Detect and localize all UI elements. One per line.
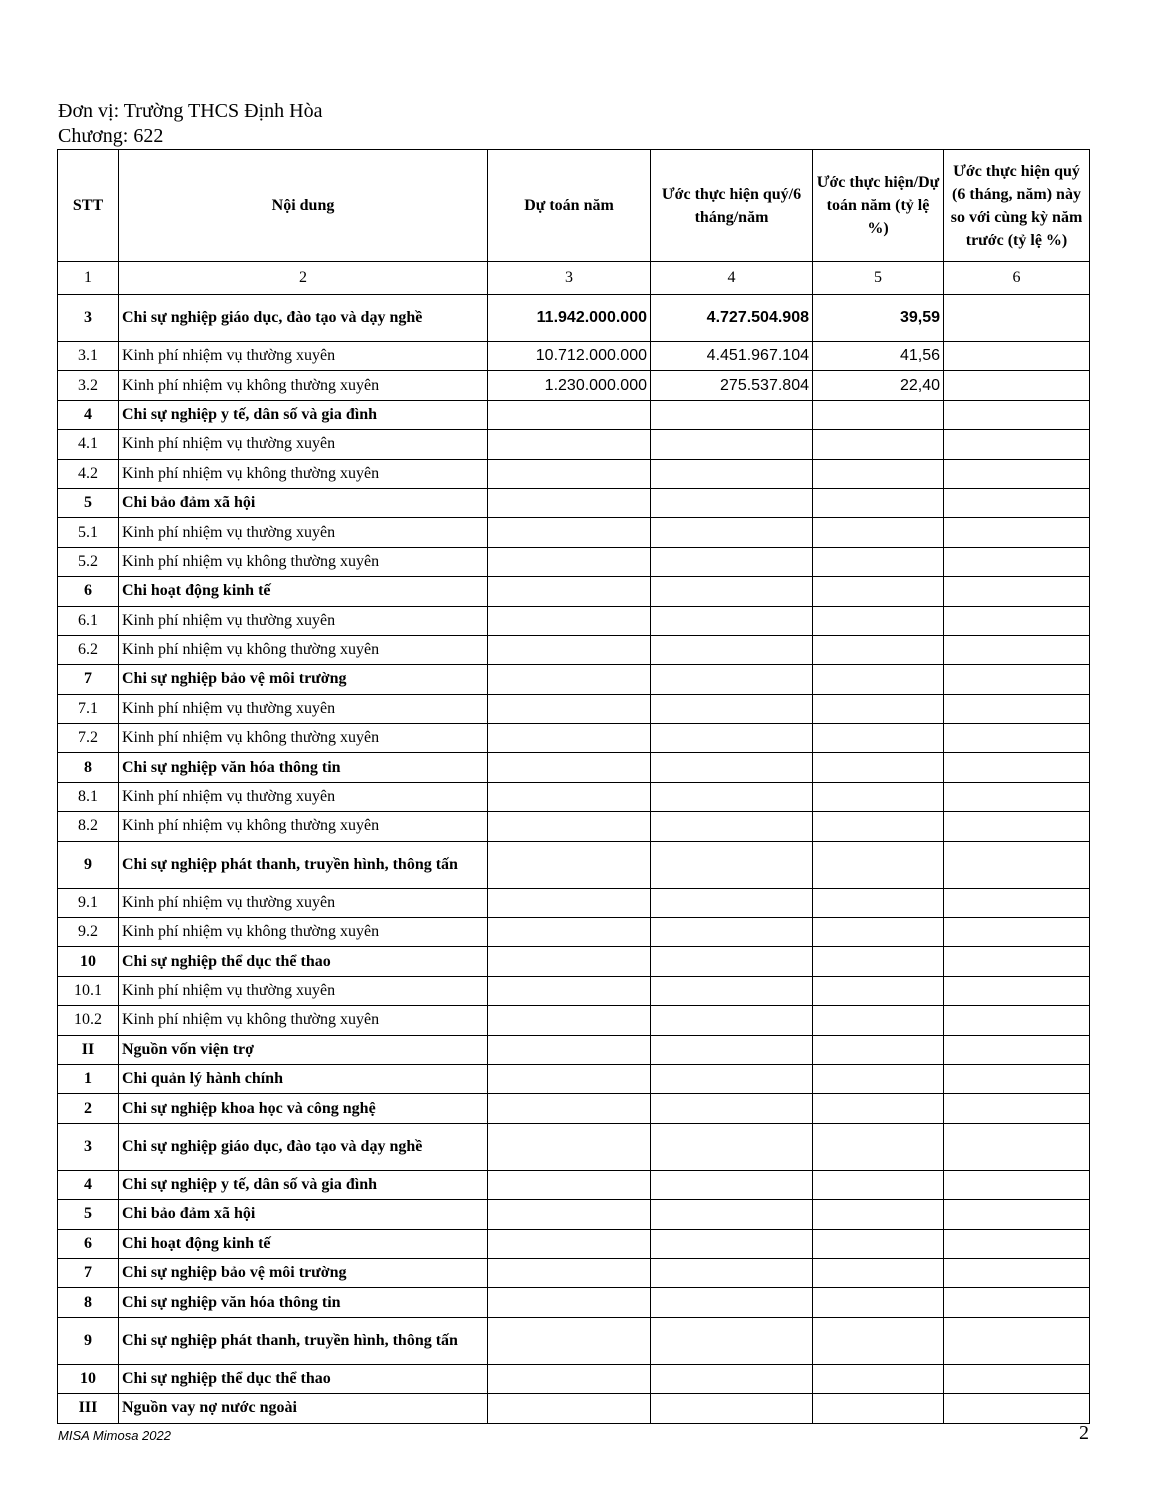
row-annual-estimate xyxy=(488,635,651,664)
row-execution-ratio xyxy=(813,841,944,888)
row-estimated-execution xyxy=(651,1317,813,1364)
row-yoy-ratio xyxy=(944,1170,1090,1199)
row-content: Chi sự nghiệp văn hóa thông tin xyxy=(119,1288,488,1317)
row-execution-ratio xyxy=(813,1364,944,1393)
row-content: Kinh phí nhiệm vụ không thường xuyên xyxy=(119,918,488,947)
row-execution-ratio xyxy=(813,577,944,606)
table-row xyxy=(58,1229,1090,1258)
row-yoy-ratio xyxy=(944,1317,1090,1364)
table-row xyxy=(58,1064,1090,1093)
row-yoy-ratio xyxy=(944,753,1090,782)
row-stt: 9.1 xyxy=(58,888,119,917)
row-annual-estimate xyxy=(488,1123,651,1170)
row-execution-ratio xyxy=(813,606,944,635)
row-stt: 5.2 xyxy=(58,547,119,576)
row-stt: 4.1 xyxy=(58,430,119,459)
table-row xyxy=(58,841,1090,888)
row-stt: 7 xyxy=(58,665,119,694)
table-row xyxy=(58,342,1090,371)
row-execution-ratio xyxy=(813,665,944,694)
table-row xyxy=(58,1094,1090,1123)
row-estimated-execution: 4.727.504.908 xyxy=(651,295,813,342)
row-yoy-ratio xyxy=(944,547,1090,576)
row-stt: 9 xyxy=(58,841,119,888)
row-execution-ratio xyxy=(813,1064,944,1093)
row-estimated-execution xyxy=(651,1229,813,1258)
row-annual-estimate xyxy=(488,1035,651,1064)
row-stt: 4 xyxy=(58,400,119,429)
row-content: Kinh phí nhiệm vụ thường xuyên xyxy=(119,782,488,811)
table-header-row xyxy=(58,150,1090,262)
row-stt: 4.2 xyxy=(58,459,119,488)
row-yoy-ratio xyxy=(944,1394,1090,1423)
row-execution-ratio xyxy=(813,782,944,811)
row-content: Chi sự nghiệp y tế, dân số và gia đình xyxy=(119,1170,488,1199)
row-content: Chi bảo đảm xã hội xyxy=(119,488,488,517)
row-yoy-ratio xyxy=(944,694,1090,723)
row-stt: 5.1 xyxy=(58,518,119,547)
row-annual-estimate xyxy=(488,782,651,811)
column-header-year-over-year-ratio: Ước thực hiện quý (6 tháng, năm) này so với cùng kỳ năm trước (tỷ lệ %) xyxy=(944,150,1090,262)
row-annual-estimate xyxy=(488,888,651,917)
row-execution-ratio xyxy=(813,724,944,753)
row-stt: 1 xyxy=(58,1064,119,1093)
table-row xyxy=(58,295,1090,342)
table-row xyxy=(58,918,1090,947)
column-number: 5 xyxy=(813,262,944,295)
row-yoy-ratio xyxy=(944,518,1090,547)
column-number: 4 xyxy=(651,262,813,295)
column-header-execution-ratio: Ước thực hiện/Dự toán năm (tỷ lệ %) xyxy=(813,150,944,262)
row-annual-estimate xyxy=(488,841,651,888)
table-row xyxy=(58,1364,1090,1393)
row-estimated-execution: 275.537.804 xyxy=(651,371,813,400)
table-row xyxy=(58,518,1090,547)
column-number: 2 xyxy=(119,262,488,295)
row-yoy-ratio xyxy=(944,1123,1090,1170)
row-yoy-ratio xyxy=(944,812,1090,841)
table-row xyxy=(58,753,1090,782)
row-estimated-execution xyxy=(651,888,813,917)
row-annual-estimate xyxy=(488,976,651,1005)
row-content: Chi sự nghiệp phát thanh, truyền hình, thông tấn xyxy=(119,841,488,888)
row-stt: 6.2 xyxy=(58,635,119,664)
row-content: Chi sự nghiệp thể dục thể thao xyxy=(119,947,488,976)
row-stt: 2 xyxy=(58,1094,119,1123)
row-stt: 6 xyxy=(58,1229,119,1258)
row-yoy-ratio xyxy=(944,782,1090,811)
row-execution-ratio xyxy=(813,947,944,976)
row-annual-estimate: 10.712.000.000 xyxy=(488,342,651,371)
row-yoy-ratio xyxy=(944,1229,1090,1258)
row-estimated-execution xyxy=(651,841,813,888)
row-stt: 8 xyxy=(58,1288,119,1317)
row-annual-estimate xyxy=(488,812,651,841)
row-execution-ratio: 39,59 xyxy=(813,295,944,342)
row-annual-estimate xyxy=(488,1200,651,1229)
table-row xyxy=(58,1317,1090,1364)
page-number: 2 xyxy=(1079,1422,1089,1444)
row-annual-estimate: 11.942.000.000 xyxy=(488,295,651,342)
row-estimated-execution xyxy=(651,1006,813,1035)
row-content: Kinh phí nhiệm vụ thường xuyên xyxy=(119,342,488,371)
row-estimated-execution xyxy=(651,782,813,811)
row-execution-ratio xyxy=(813,459,944,488)
row-estimated-execution xyxy=(651,459,813,488)
row-estimated-execution xyxy=(651,1364,813,1393)
row-yoy-ratio xyxy=(944,1006,1090,1035)
table-row xyxy=(58,1006,1090,1035)
row-annual-estimate xyxy=(488,1006,651,1035)
row-yoy-ratio xyxy=(944,342,1090,371)
row-execution-ratio xyxy=(813,1035,944,1064)
row-yoy-ratio xyxy=(944,1364,1090,1393)
row-stt: 10 xyxy=(58,947,119,976)
row-stt: 3 xyxy=(58,1123,119,1170)
row-content: Kinh phí nhiệm vụ thường xuyên xyxy=(119,430,488,459)
row-yoy-ratio xyxy=(944,841,1090,888)
table-row xyxy=(58,430,1090,459)
row-stt: 7 xyxy=(58,1258,119,1287)
table-row xyxy=(58,1123,1090,1170)
row-yoy-ratio xyxy=(944,888,1090,917)
row-stt: 5 xyxy=(58,1200,119,1229)
row-yoy-ratio xyxy=(944,918,1090,947)
row-execution-ratio xyxy=(813,1229,944,1258)
row-estimated-execution xyxy=(651,1094,813,1123)
row-annual-estimate xyxy=(488,694,651,723)
table-row xyxy=(58,547,1090,576)
row-execution-ratio xyxy=(813,1258,944,1287)
row-execution-ratio: 41,56 xyxy=(813,342,944,371)
table-row xyxy=(58,1170,1090,1199)
row-stt: 3.2 xyxy=(58,371,119,400)
row-execution-ratio: 22,40 xyxy=(813,371,944,400)
row-content: Chi hoạt động kinh tế xyxy=(119,1229,488,1258)
row-execution-ratio xyxy=(813,1288,944,1317)
row-yoy-ratio xyxy=(944,430,1090,459)
row-estimated-execution xyxy=(651,547,813,576)
row-estimated-execution xyxy=(651,724,813,753)
row-content: Chi sự nghiệp bảo vệ môi trường xyxy=(119,1258,488,1287)
row-yoy-ratio xyxy=(944,1200,1090,1229)
row-execution-ratio xyxy=(813,918,944,947)
row-content: Chi sự nghiệp thể dục thể thao xyxy=(119,1364,488,1393)
row-yoy-ratio xyxy=(944,577,1090,606)
row-stt: 10 xyxy=(58,1364,119,1393)
row-content: Kinh phí nhiệm vụ thường xuyên xyxy=(119,976,488,1005)
row-estimated-execution xyxy=(651,430,813,459)
row-content: Chi quản lý hành chính xyxy=(119,1064,488,1093)
column-number: 1 xyxy=(58,262,119,295)
row-estimated-execution xyxy=(651,918,813,947)
row-execution-ratio xyxy=(813,888,944,917)
table-row xyxy=(58,1035,1090,1064)
row-estimated-execution: 4.451.967.104 xyxy=(651,342,813,371)
row-yoy-ratio xyxy=(944,295,1090,342)
row-yoy-ratio xyxy=(944,1094,1090,1123)
row-execution-ratio xyxy=(813,518,944,547)
row-yoy-ratio xyxy=(944,459,1090,488)
row-stt: 8.2 xyxy=(58,812,119,841)
row-yoy-ratio xyxy=(944,488,1090,517)
row-annual-estimate xyxy=(488,400,651,429)
row-estimated-execution xyxy=(651,1394,813,1423)
row-content: Chi sự nghiệp phát thanh, truyền hình, thông tấn xyxy=(119,1317,488,1364)
row-execution-ratio xyxy=(813,1170,944,1199)
row-execution-ratio xyxy=(813,1006,944,1035)
table-row xyxy=(58,459,1090,488)
row-annual-estimate xyxy=(488,947,651,976)
column-header-estimated-execution: Ước thực hiện quý/6 tháng/năm xyxy=(651,150,813,262)
row-annual-estimate xyxy=(488,577,651,606)
row-execution-ratio xyxy=(813,1317,944,1364)
row-estimated-execution xyxy=(651,518,813,547)
row-content: Kinh phí nhiệm vụ thường xuyên xyxy=(119,518,488,547)
row-content: Nguồn vốn viện trợ xyxy=(119,1035,488,1064)
row-stt: 5 xyxy=(58,488,119,517)
row-content: Chi hoạt động kinh tế xyxy=(119,577,488,606)
row-content: Kinh phí nhiệm vụ thường xuyên xyxy=(119,888,488,917)
row-execution-ratio xyxy=(813,488,944,517)
table-row xyxy=(58,724,1090,753)
row-estimated-execution xyxy=(651,1288,813,1317)
row-estimated-execution xyxy=(651,1170,813,1199)
row-yoy-ratio xyxy=(944,976,1090,1005)
row-stt: 9 xyxy=(58,1317,119,1364)
row-yoy-ratio xyxy=(944,635,1090,664)
row-estimated-execution xyxy=(651,488,813,517)
table-row xyxy=(58,947,1090,976)
row-yoy-ratio xyxy=(944,724,1090,753)
row-yoy-ratio xyxy=(944,1035,1090,1064)
row-execution-ratio xyxy=(813,812,944,841)
column-header-content: Nội dung xyxy=(119,150,488,262)
row-stt: III xyxy=(58,1394,119,1423)
row-annual-estimate xyxy=(488,918,651,947)
row-execution-ratio xyxy=(813,694,944,723)
software-name: MISA Mimosa 2022 xyxy=(58,1428,171,1443)
row-estimated-execution xyxy=(651,976,813,1005)
row-execution-ratio xyxy=(813,430,944,459)
table-row xyxy=(58,488,1090,517)
row-content: Kinh phí nhiệm vụ không thường xuyên xyxy=(119,371,488,400)
row-annual-estimate xyxy=(488,1317,651,1364)
row-annual-estimate xyxy=(488,1288,651,1317)
row-estimated-execution xyxy=(651,753,813,782)
row-execution-ratio xyxy=(813,400,944,429)
row-annual-estimate xyxy=(488,724,651,753)
row-stt: 3.1 xyxy=(58,342,119,371)
row-content: Kinh phí nhiệm vụ không thường xuyên xyxy=(119,812,488,841)
row-execution-ratio xyxy=(813,1094,944,1123)
row-annual-estimate xyxy=(488,1229,651,1258)
row-content: Chi sự nghiệp y tế, dân số và gia đình xyxy=(119,400,488,429)
row-content: Kinh phí nhiệm vụ thường xuyên xyxy=(119,606,488,635)
row-estimated-execution xyxy=(651,665,813,694)
row-execution-ratio xyxy=(813,1200,944,1229)
row-estimated-execution xyxy=(651,1200,813,1229)
row-content: Nguồn vay nợ nước ngoài xyxy=(119,1394,488,1423)
table-row xyxy=(58,888,1090,917)
row-annual-estimate xyxy=(488,547,651,576)
row-yoy-ratio xyxy=(944,947,1090,976)
row-stt: 7.2 xyxy=(58,724,119,753)
table-row xyxy=(58,694,1090,723)
row-yoy-ratio xyxy=(944,1288,1090,1317)
row-execution-ratio xyxy=(813,635,944,664)
row-stt: II xyxy=(58,1035,119,1064)
row-estimated-execution xyxy=(651,400,813,429)
row-content: Kinh phí nhiệm vụ không thường xuyên xyxy=(119,547,488,576)
row-yoy-ratio xyxy=(944,371,1090,400)
row-estimated-execution xyxy=(651,1258,813,1287)
row-execution-ratio xyxy=(813,1123,944,1170)
row-content: Chi bảo đảm xã hội xyxy=(119,1200,488,1229)
row-execution-ratio xyxy=(813,547,944,576)
table-row xyxy=(58,400,1090,429)
chapter-code: Chương: 622 xyxy=(58,125,164,147)
row-execution-ratio xyxy=(813,753,944,782)
table-row xyxy=(58,665,1090,694)
row-yoy-ratio xyxy=(944,1258,1090,1287)
row-estimated-execution xyxy=(651,812,813,841)
row-annual-estimate xyxy=(488,459,651,488)
budget-report-table xyxy=(57,149,1090,1424)
row-annual-estimate xyxy=(488,1064,651,1093)
table-row xyxy=(58,1258,1090,1287)
row-estimated-execution xyxy=(651,635,813,664)
table-row xyxy=(58,635,1090,664)
row-stt: 8 xyxy=(58,753,119,782)
row-annual-estimate xyxy=(488,1394,651,1423)
row-content: Kinh phí nhiệm vụ không thường xuyên xyxy=(119,1006,488,1035)
row-stt: 4 xyxy=(58,1170,119,1199)
row-estimated-execution xyxy=(651,1064,813,1093)
table-row xyxy=(58,1288,1090,1317)
row-stt: 6.1 xyxy=(58,606,119,635)
row-content: Kinh phí nhiệm vụ không thường xuyên xyxy=(119,724,488,753)
row-annual-estimate xyxy=(488,1364,651,1393)
table-row xyxy=(58,1200,1090,1229)
table-row xyxy=(58,371,1090,400)
row-stt: 3 xyxy=(58,295,119,342)
table-body xyxy=(58,295,1090,1424)
row-execution-ratio xyxy=(813,1394,944,1423)
row-annual-estimate xyxy=(488,1258,651,1287)
table-row xyxy=(58,606,1090,635)
row-content: Chi sự nghiệp bảo vệ môi trường xyxy=(119,665,488,694)
row-annual-estimate xyxy=(488,606,651,635)
table-row xyxy=(58,976,1090,1005)
table-row xyxy=(58,782,1090,811)
row-estimated-execution xyxy=(651,606,813,635)
row-content: Kinh phí nhiệm vụ không thường xuyên xyxy=(119,635,488,664)
row-stt: 9.2 xyxy=(58,918,119,947)
table-row xyxy=(58,577,1090,606)
row-yoy-ratio xyxy=(944,606,1090,635)
column-header-annual-estimate: Dự toán năm xyxy=(488,150,651,262)
row-annual-estimate xyxy=(488,753,651,782)
row-estimated-execution xyxy=(651,694,813,723)
row-annual-estimate xyxy=(488,1170,651,1199)
row-annual-estimate xyxy=(488,665,651,694)
row-yoy-ratio xyxy=(944,1064,1090,1093)
column-header-stt: STT xyxy=(58,150,119,262)
row-estimated-execution xyxy=(651,1123,813,1170)
column-number: 6 xyxy=(944,262,1090,295)
row-stt: 6 xyxy=(58,577,119,606)
row-estimated-execution xyxy=(651,577,813,606)
row-stt: 10.1 xyxy=(58,976,119,1005)
row-annual-estimate: 1.230.000.000 xyxy=(488,371,651,400)
column-number: 3 xyxy=(488,262,651,295)
row-estimated-execution xyxy=(651,947,813,976)
row-content: Chi sự nghiệp khoa học và công nghệ xyxy=(119,1094,488,1123)
row-yoy-ratio xyxy=(944,665,1090,694)
row-annual-estimate xyxy=(488,1094,651,1123)
row-annual-estimate xyxy=(488,430,651,459)
row-content: Chi sự nghiệp văn hóa thông tin xyxy=(119,753,488,782)
row-estimated-execution xyxy=(651,1035,813,1064)
table-row xyxy=(58,1394,1090,1423)
row-execution-ratio xyxy=(813,976,944,1005)
row-annual-estimate xyxy=(488,518,651,547)
row-yoy-ratio xyxy=(944,400,1090,429)
row-content: Kinh phí nhiệm vụ thường xuyên xyxy=(119,694,488,723)
table-row xyxy=(58,812,1090,841)
row-stt: 10.2 xyxy=(58,1006,119,1035)
row-stt: 7.1 xyxy=(58,694,119,723)
row-content: Kinh phí nhiệm vụ không thường xuyên xyxy=(119,459,488,488)
row-annual-estimate xyxy=(488,488,651,517)
row-stt: 8.1 xyxy=(58,782,119,811)
row-content: Chi sự nghiệp giáo dục, đào tạo và dạy nghề xyxy=(119,1123,488,1170)
unit-name: Đơn vị: Trường THCS Định Hòa xyxy=(58,100,323,122)
row-content: Chi sự nghiệp giáo dục, đào tạo và dạy nghề xyxy=(119,295,488,342)
column-number-row xyxy=(58,262,1090,295)
